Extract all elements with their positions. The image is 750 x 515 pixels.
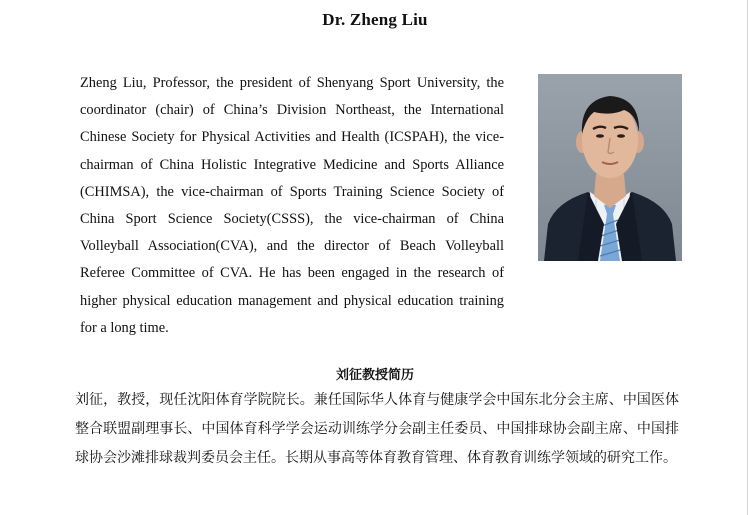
page-edge-divider [747,0,748,515]
portrait-photo [538,74,682,261]
english-biography: Zheng Liu, Professor, the president of Shenyang Sport University, the coordinator (chair) of China’s Division Northeast, the International Chinese Society for Physical Activities and Health (ICSPAH), the vice-chairman of China Holistic Integrative Medicine and Sports Alliance (CHIMSA), the vice-chairman of Sports Training Science Society of China Sport Science Society(CSSS), the vice-chairman of China Volleyball Association(CVA), and the director of Beach Volleyball Referee Committee of CVA. He has been engaged in the research of higher physical education management and physical education training for a long time. [80,75,504,336]
page-title: Dr. Zheng Liu [322,10,428,29]
portrait-illustration [538,74,682,261]
chinese-biography: 刘征，教授，现任沈阳体育学院院长。兼任国际华人体育与健康学会中国东北分会主席、中国医体整合联盟副理事长、中国体育科学学会运动训练学分会副主任委员、中国排球协会副主席、中国排球协会沙滩排球裁判委员会主任。长期从事高等体育教育管理、体育教育训练学领域的研究工作。 [75,392,679,466]
chinese-biography-heading: 刘征教授简历 [335,368,414,383]
